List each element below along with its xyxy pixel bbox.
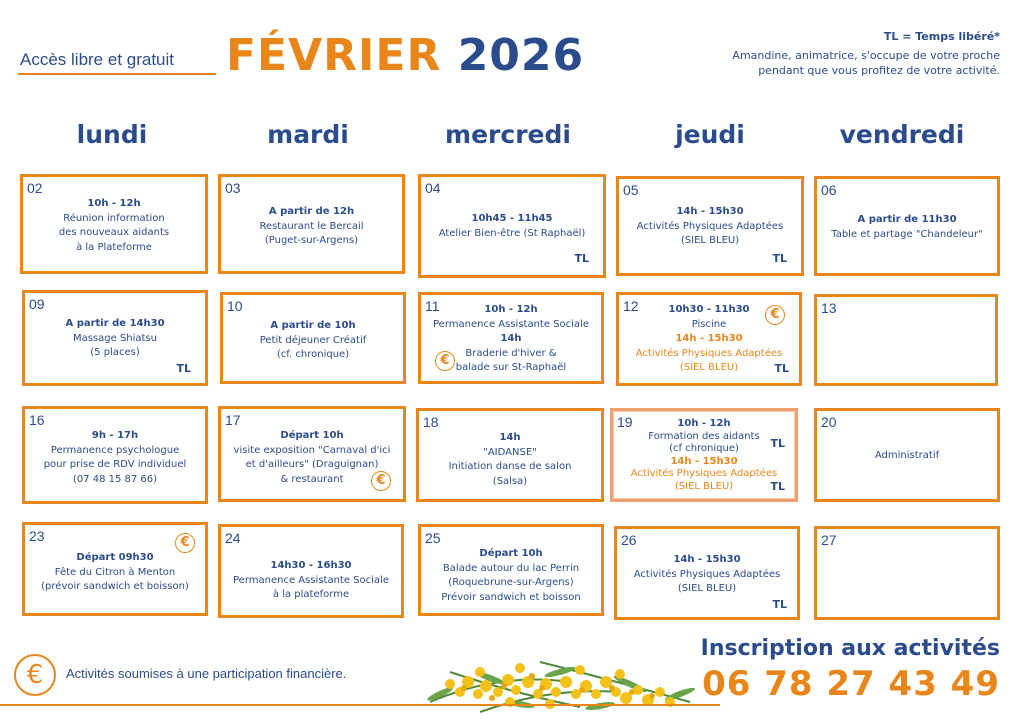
calendar-cell-11: [418, 292, 604, 384]
footnote: Activités soumises à une participation financière.: [66, 666, 347, 681]
event-text: Permanence Assistante Sociale: [233, 574, 389, 586]
event-text: Activités Physiques Adaptées: [636, 220, 784, 232]
event-text: Fête du Citron à Menton: [54, 566, 176, 578]
day-number: 09: [29, 296, 45, 312]
event-text: à la plateforme: [272, 589, 350, 600]
event-time: 10h - 12h: [87, 198, 141, 209]
event-text: Massage Shiatsu: [72, 332, 158, 344]
year: 2026: [457, 30, 585, 81]
calendar-cell-10: [220, 292, 406, 384]
event-text: & restaurant: [280, 473, 344, 485]
event-text: (SIEL BLEU): [677, 583, 737, 594]
event-text: à la Plateforme: [76, 241, 152, 253]
page-title: [226, 30, 584, 81]
tl-badge: TL: [574, 252, 589, 265]
event-time: A partir de 12h: [268, 206, 355, 217]
event-text: Réunion information: [63, 212, 165, 224]
day-number: 23: [29, 528, 45, 544]
tl-description: [680, 48, 1000, 78]
calendar-cell-05: [616, 176, 804, 276]
euro-icon: €: [765, 305, 785, 325]
tl-badge: TL: [772, 252, 787, 265]
event-time: 10h45 - 11h45: [471, 213, 553, 224]
event-text: Balade autour du lac Perrin: [442, 562, 580, 574]
event-time: 9h - 17h: [91, 430, 139, 441]
dayname-monday: lundi: [76, 120, 148, 149]
subtitle: Accès libre et gratuit: [20, 50, 175, 69]
day-number: 12: [623, 298, 639, 314]
day-number: 19: [617, 414, 633, 430]
calendar-cell-12: [616, 292, 802, 386]
calendar-cell-25: [418, 524, 604, 616]
dayname-tuesday: mardi: [267, 120, 349, 149]
calendar-cell-03: [218, 174, 405, 274]
tl-badge: TL: [770, 437, 785, 450]
day-number: 26: [621, 532, 637, 548]
phone-number: 06 78 27 43 49: [702, 664, 1000, 704]
day-number: 02: [27, 180, 43, 196]
event-text: balade sur St-Raphaël: [455, 362, 567, 373]
tl-description-line: pendant que vous profitez de votre activité.: [758, 64, 1000, 77]
tl-definition: TL = Temps libéré*: [883, 30, 1000, 43]
event-text: visite exposition "Carnaval d'ici: [233, 444, 391, 456]
event-text: (SIEL BLEU): [680, 235, 740, 246]
day-number: 13: [821, 300, 837, 316]
day-number: 17: [225, 412, 241, 428]
subtitle-underline: [18, 73, 216, 75]
event-text: (SIEL BLEU): [679, 362, 739, 373]
event-time: 14h - 15h30: [676, 206, 744, 217]
calendar-cell-17: [218, 406, 406, 502]
tl-badge: TL: [176, 362, 191, 375]
calendar-cell-02: [20, 174, 208, 274]
event-text: des nouveaux aidants: [58, 227, 170, 238]
tl-description-line: Amandine, animatrice, s'occupe de votre proche: [732, 49, 1000, 62]
day-number: 11: [425, 298, 440, 314]
event-text: (SIEL BLEU): [674, 480, 734, 492]
event-time: Départ 10h: [479, 548, 543, 559]
day-number: 20: [821, 414, 837, 430]
event-time: Départ 09h30: [76, 552, 154, 563]
event-text: (Salsa): [492, 475, 528, 487]
event-text: Formation des aidants: [648, 430, 760, 442]
event-text: Table et partage "Chandeleur": [831, 228, 983, 240]
event-text: (Puget-sur-Argens): [264, 235, 359, 246]
day-number: 04: [425, 180, 441, 196]
event-time: 14h - 15h30: [673, 554, 741, 565]
tl-badge: TL: [772, 598, 787, 611]
event-text: (Roquebrune-sur-Argens): [448, 577, 574, 588]
day-number: 03: [225, 180, 241, 196]
event-text: Atelier Bien-être (St Raphaël): [438, 227, 586, 239]
event-time: A partir de 10h: [270, 320, 356, 331]
calendar-cell-20: [814, 408, 1000, 502]
event-text: et d'ailleurs" (Draguignan): [245, 459, 379, 470]
event-time: Départ 10h: [280, 430, 344, 441]
event-time: 14h: [499, 432, 521, 443]
event-time: 14h: [500, 333, 522, 344]
event-text: (prévoir sandwich et boisson): [41, 581, 189, 592]
event-time: 14h30 - 16h30: [270, 560, 352, 571]
event-time: 10h - 12h: [677, 418, 731, 429]
event-text: "AIDANSE": [483, 446, 537, 458]
day-number: 05: [623, 182, 639, 198]
day-number: 06: [821, 182, 837, 198]
day-number: 24: [225, 530, 241, 546]
euro-icon: €: [435, 351, 455, 371]
event-time: A partir de 14h30: [65, 318, 165, 329]
event-text: Administratif: [874, 450, 940, 461]
calendar-cell-09: [22, 290, 208, 386]
tl-badge: TL: [774, 362, 789, 375]
event-text: Restaurant le Bercail: [259, 220, 364, 232]
dayname-wednesday: mercredi: [445, 120, 571, 149]
day-number: 16: [29, 412, 45, 428]
day-number: 10: [227, 298, 243, 314]
calendar-cell-19: [610, 408, 798, 502]
euro-icon: €: [371, 471, 391, 491]
event-time: 14h - 15h30: [675, 333, 743, 344]
calendar-cell-18: [416, 408, 604, 502]
event-time: 14h - 15h30: [670, 455, 738, 467]
event-text: (cf. chronique): [276, 349, 350, 360]
event-text: Activités Physiques Adaptées: [635, 347, 783, 359]
calendar-cell-13: [814, 294, 998, 386]
event-text: (07 48 15 87 66): [72, 473, 158, 485]
calendar-cell-16: [22, 406, 208, 504]
dayname-thursday: jeudi: [675, 120, 745, 149]
day-number: 27: [821, 532, 837, 548]
calendar-cell-27: [814, 526, 1000, 620]
event-text: Permanence psychologue: [50, 444, 180, 456]
calendar-cell-24: [218, 524, 404, 618]
event-text: Piscine: [691, 318, 727, 330]
event-text: pour prise de RDV individuel: [43, 459, 187, 470]
inscription-title: Inscription aux activités: [700, 636, 1000, 661]
event-time: 10h - 12h: [484, 304, 538, 315]
event-text: (5 places): [90, 347, 140, 358]
event-text: Prévoir sandwich et boisson: [441, 591, 581, 603]
calendar-cell-23: [22, 522, 208, 616]
tl-badge: TL: [770, 480, 785, 493]
euro-icon: €: [14, 654, 56, 696]
day-number: 25: [425, 530, 441, 546]
calendar-cell-26: [614, 526, 800, 620]
event-text: Permanence Assistante Sociale: [433, 318, 589, 330]
event-text: Petit déjeuner Créatif: [259, 334, 367, 346]
calendar-cell-04: [418, 174, 606, 278]
dayname-friday: vendredi: [839, 120, 965, 149]
day-number: 18: [423, 414, 439, 430]
euro-icon: €: [175, 533, 195, 553]
calendar-cell-06: [814, 176, 1000, 276]
event-time: A partir de 11h30: [857, 214, 957, 225]
footer-line: [0, 704, 720, 706]
event-text: Initiation danse de salon: [448, 461, 572, 472]
event-text: Activités Physiques Adaptées: [633, 568, 781, 580]
event-time: 10h30 - 11h30: [668, 304, 750, 315]
event-text: Braderie d'hiver &: [465, 347, 557, 359]
event-text: (cf chronique): [669, 443, 739, 454]
month-name: FÉVRIER: [226, 30, 442, 81]
event-text: Activités Physiques Adaptées: [630, 468, 778, 479]
